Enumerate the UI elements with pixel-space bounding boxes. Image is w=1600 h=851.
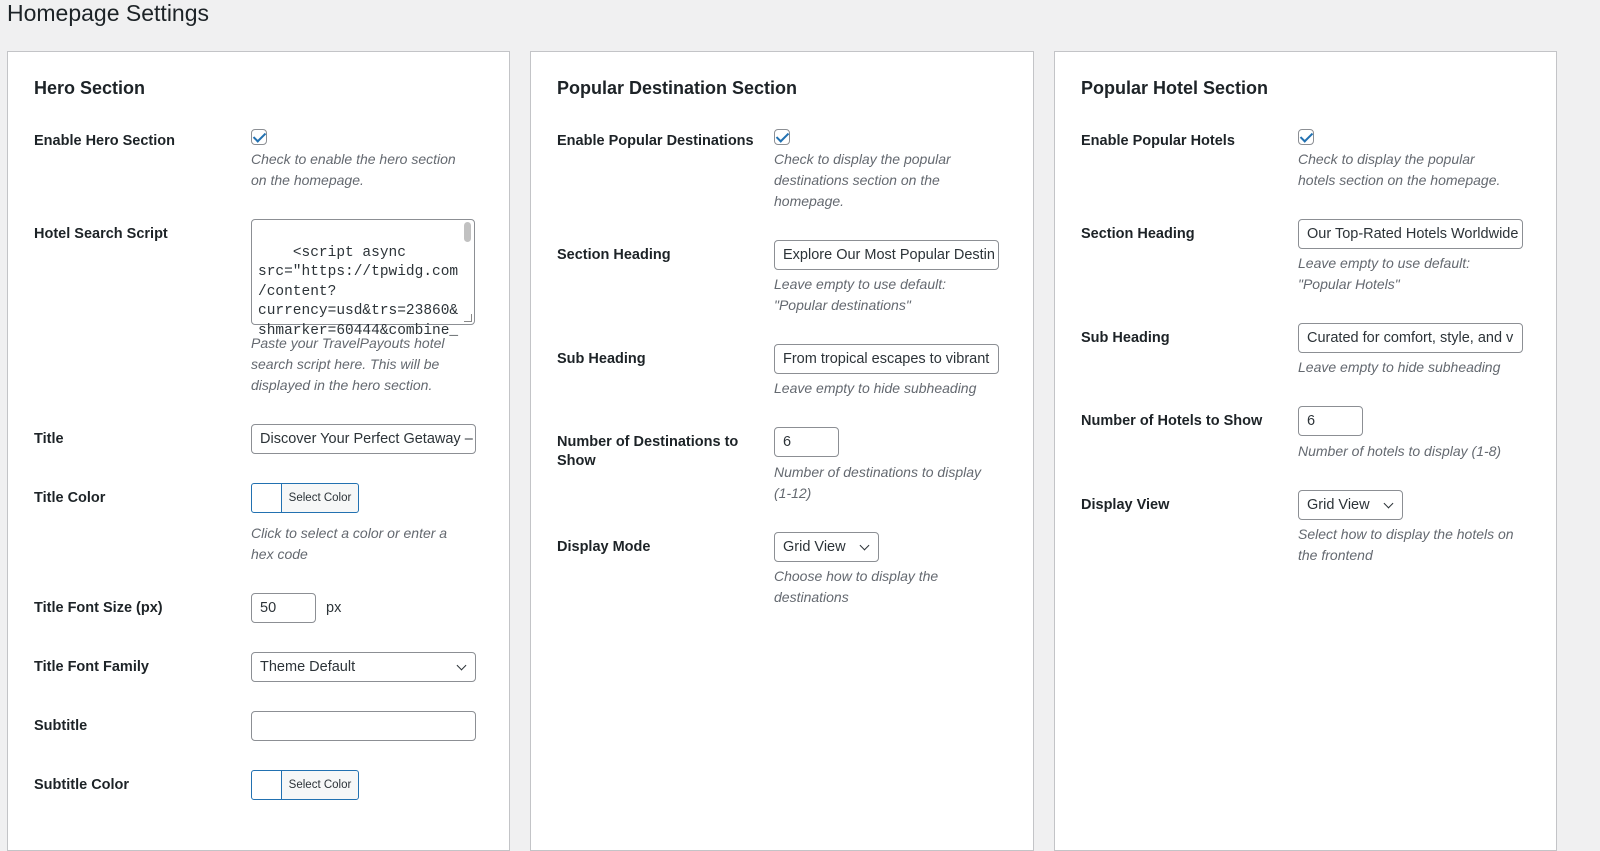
title-color-desc-1: Click to select a color or enter a xyxy=(251,525,448,541)
destinations-section-heading-label: Section Heading xyxy=(557,247,671,263)
hotel-search-script-textarea[interactable] xyxy=(251,219,475,339)
chevron-down-icon xyxy=(1384,499,1394,509)
enable-destinations-label: Enable Popular Destinations xyxy=(557,133,754,149)
hotels-count-desc: Number of hotels to display (1-8) xyxy=(1298,443,1502,459)
destination-section-heading: Popular Destination Section xyxy=(557,78,798,98)
title-color-select-label: Select Color xyxy=(288,492,352,504)
destinations-section-heading-desc-1: Leave empty to use default: xyxy=(774,276,946,292)
hotel-search-script-desc-3: displayed in the hero section. xyxy=(251,377,433,393)
hero-section-heading: Hero Section xyxy=(34,78,146,98)
chevron-down-icon xyxy=(860,541,870,551)
hotels-section-heading-label: Section Heading xyxy=(1081,226,1195,242)
destinations-count-desc-1: Number of destinations to display xyxy=(774,464,981,480)
hotel-search-script-value: <script async src="https://tpwidg.com /content? currency=usd&trs=23860& shmarker=60444&combine_ xyxy=(258,244,459,339)
destinations-display-mode-desc-2: destinations xyxy=(774,589,849,605)
title-color-swatch xyxy=(252,484,282,512)
title-color-picker-button[interactable] xyxy=(251,483,359,513)
title-font-size-label: Title Font Size (px) xyxy=(34,600,163,616)
title-color-label: Title Color xyxy=(34,490,106,506)
hotel-search-script-desc-2: search script here. This will be xyxy=(251,356,440,372)
destinations-display-mode-desc-1: Choose how to display the xyxy=(774,568,939,584)
subtitle-color-select-label: Select Color xyxy=(288,779,352,791)
title-font-size-input[interactable]: 50 xyxy=(251,593,316,623)
enable-hero-label: Enable Hero Section xyxy=(34,133,176,149)
subtitle-color-picker-button[interactable] xyxy=(251,770,359,800)
title-font-size-unit: px xyxy=(326,600,342,616)
destinations-count-label-1: Number of Destinations to xyxy=(557,434,739,450)
textarea-scrollbar-thumb[interactable] xyxy=(464,222,471,242)
destination-section-card xyxy=(530,51,1034,851)
title-color-desc-2: hex code xyxy=(251,546,308,562)
hotels-count-label: Number of Hotels to Show xyxy=(1081,413,1263,429)
destinations-display-mode-label: Display Mode xyxy=(557,539,651,555)
destinations-count-label-2: Show xyxy=(557,453,596,469)
title-label: Title xyxy=(34,431,64,447)
destinations-display-mode-value: Grid View xyxy=(783,539,846,555)
enable-hotels-label: Enable Popular Hotels xyxy=(1081,133,1235,149)
subtitle-input[interactable] xyxy=(251,711,476,741)
enable-hotels-desc-1: Check to display the popular xyxy=(1298,151,1475,167)
hotels-count-input[interactable]: 6 xyxy=(1298,406,1363,436)
hotel-section-card xyxy=(1054,51,1557,851)
hotels-sub-heading-input[interactable]: Curated for comfort, style, and v xyxy=(1298,323,1523,353)
destinations-count-desc-2: (1-12) xyxy=(774,485,812,501)
destinations-section-heading-input[interactable]: Explore Our Most Popular Destin xyxy=(774,240,999,270)
subtitle-color-swatch xyxy=(252,771,282,799)
destinations-sub-heading-desc: Leave empty to hide subheading xyxy=(774,380,977,396)
destinations-count-input[interactable]: 6 xyxy=(774,427,839,457)
hotels-sub-heading-label: Sub Heading xyxy=(1081,330,1170,346)
title-font-family-label: Title Font Family xyxy=(34,659,149,675)
page-title: Homepage Settings xyxy=(7,0,210,26)
enable-destinations-desc-2: destinations section on the xyxy=(774,172,940,188)
hotels-section-heading-desc-1: Leave empty to use default: xyxy=(1298,255,1470,271)
hotel-section-heading: Popular Hotel Section xyxy=(1081,78,1269,98)
subtitle-color-label: Subtitle Color xyxy=(34,777,130,793)
enable-hero-checkbox[interactable] xyxy=(251,129,267,145)
destinations-display-mode-select[interactable] xyxy=(774,532,879,562)
enable-destinations-checkbox[interactable] xyxy=(774,129,790,145)
hotels-section-heading-desc-2: "Popular Hotels" xyxy=(1298,276,1400,292)
hotels-section-heading-input[interactable]: Our Top-Rated Hotels Worldwide xyxy=(1298,219,1523,249)
enable-hotels-desc-2: hotels section on the homepage. xyxy=(1298,172,1501,188)
textarea-scrollbar[interactable] xyxy=(463,222,472,320)
title-input[interactable]: Discover Your Perfect Getaway – xyxy=(251,424,476,454)
enable-destinations-desc-1: Check to display the popular xyxy=(774,151,951,167)
hotels-sub-heading-desc: Leave empty to hide subheading xyxy=(1298,359,1501,375)
hotel-search-script-desc-1: Paste your TravelPayouts hotel xyxy=(251,335,445,351)
textarea-resize-handle[interactable] xyxy=(464,314,472,322)
chevron-down-icon xyxy=(457,661,467,671)
enable-hero-desc-2: on the homepage. xyxy=(251,172,364,188)
hotels-display-view-label: Display View xyxy=(1081,497,1170,513)
destinations-sub-heading-input[interactable]: From tropical escapes to vibrant xyxy=(774,344,999,374)
hotels-display-view-select[interactable] xyxy=(1298,490,1403,520)
destinations-sub-heading-label: Sub Heading xyxy=(557,351,646,367)
destinations-section-heading-desc-2: "Popular destinations" xyxy=(774,297,911,313)
hotel-search-script-label: Hotel Search Script xyxy=(34,226,168,242)
title-font-family-value: Theme Default xyxy=(260,659,356,675)
subtitle-label: Subtitle xyxy=(34,718,88,734)
enable-hotels-checkbox[interactable] xyxy=(1298,129,1314,145)
hotels-display-view-value: Grid View xyxy=(1307,497,1370,513)
enable-destinations-desc-3: homepage. xyxy=(774,193,845,209)
hotels-display-view-desc-1: Select how to display the hotels on xyxy=(1298,526,1514,542)
title-font-family-select[interactable] xyxy=(251,652,476,682)
hotels-display-view-desc-2: the frontend xyxy=(1298,547,1373,563)
enable-hero-desc-1: Check to enable the hero section xyxy=(251,151,456,167)
hero-section-card xyxy=(7,51,510,851)
